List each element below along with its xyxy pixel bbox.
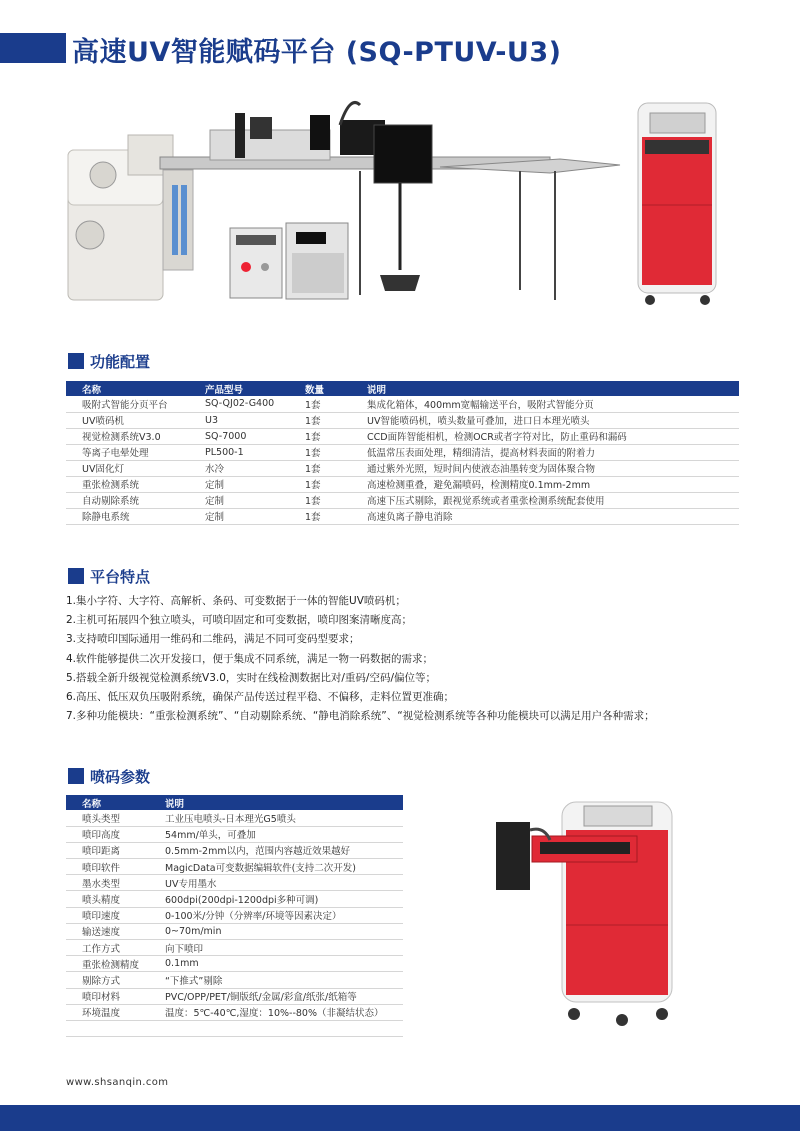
table-row [66, 907, 403, 923]
table-cell: PL500-1 [189, 444, 289, 460]
table-cell: 54mm/单头，可叠加 [149, 826, 403, 842]
table-cell: 高速检测重叠，避免漏喷码，检测精度0.1mm-2mm [351, 476, 739, 492]
section-square-icon [68, 568, 84, 584]
table-cell: 集成化箱体，400mm宽幅输送平台，吸附式智能分页 [351, 396, 739, 412]
table-row [66, 1004, 403, 1020]
list-item: 2.主机可拓展四个独立喷头，可喷印固定和可变数据，喷印图案清晰度高； [66, 614, 413, 627]
table-header-row [66, 381, 739, 396]
table-cell: 喷头精度 [66, 891, 149, 907]
website-url: www.shsanqin.com [66, 1077, 169, 1088]
table-row [66, 476, 739, 492]
list-item: 1.集小字符、大字符、高解析、条码、可变数据于一体的智能UV喷码机； [66, 595, 406, 607]
feature-list [66, 592, 766, 726]
table-cell: 喷头类型 [66, 810, 149, 826]
table-cell: 定制 [189, 476, 289, 492]
section-title: 平台特点 [90, 568, 151, 586]
table-cell: 重张检测精度 [66, 956, 149, 972]
table-cell: UV固化灯 [66, 460, 189, 476]
table-row [66, 842, 403, 858]
table-cell: 喷印材料 [66, 988, 149, 1004]
list-item: 6.高压、低压双负压吸附系统，确保产品传送过程平稳、不偏移，走料位置更准确； [66, 691, 455, 704]
section-square-icon [68, 768, 84, 784]
table-cell: 高速下压式剔除，跟视觉系统或者重张检测系统配套使用 [351, 492, 739, 508]
page-title: 高速UV智能赋码平台 (SQ-PTUV-U3) [72, 37, 562, 68]
table-row [66, 810, 403, 826]
col-header: 数量 [289, 381, 351, 396]
conveyor-image [160, 103, 620, 301]
table-row [66, 826, 403, 842]
section-title: 功能配置 [90, 353, 151, 371]
table-row [66, 508, 739, 524]
footer-bar [0, 1105, 800, 1131]
table-cell: SQ-QJ02-G400 [189, 396, 289, 412]
table-cell: PVC/OPP/PET/铜版纸/金属/彩盒/纸张/纸箱等 [149, 988, 403, 1004]
table-cell: 环境温度 [66, 1004, 149, 1020]
table-cell: 1套 [289, 428, 351, 444]
table-cell: UV专用墨水 [149, 875, 403, 891]
list-item: 5.搭载全新升级视觉检测系统V3.0，实时在线检测数据比对/重码/空码/偏位等； [66, 671, 437, 684]
table-cell: 定制 [189, 492, 289, 508]
table-cell: 温度：5℃-40℃,湿度：10%--80%（非凝结状态） [149, 1004, 403, 1020]
table-cell: 1套 [289, 396, 351, 412]
table-row [66, 396, 739, 412]
table-cell: 600dpi(200dpi-1200dpi多种可调) [149, 891, 403, 907]
table-cell: 0~70m/min [149, 923, 403, 939]
table-row [66, 444, 739, 460]
control-box-image [230, 223, 348, 299]
col-header: 名称 [66, 795, 149, 810]
table-cell: 剔除方式 [66, 972, 149, 988]
table-cell: 喷印速度 [66, 907, 149, 923]
table-row [66, 428, 739, 444]
table-row [66, 972, 403, 988]
table-row [66, 1020, 403, 1036]
red-cabinet-image [638, 103, 716, 305]
table-cell: 1套 [289, 476, 351, 492]
table-cell: 向下喷印 [149, 940, 403, 956]
table-cell: 工业压电喷头-日本理光G5喷头 [149, 810, 403, 826]
table-cell: 1套 [289, 492, 351, 508]
table-cell: 重张检测系统 [66, 476, 189, 492]
table-cell: 定制 [189, 508, 289, 524]
table-cell: 0-100米/分钟（分辨率/环境等因素决定） [149, 907, 403, 923]
section-square-icon [68, 353, 84, 369]
table-row [66, 412, 739, 428]
title-accent-bar [0, 33, 66, 63]
table-cell: U3 [189, 412, 289, 428]
table-cell: SQ-7000 [189, 428, 289, 444]
config-table [66, 381, 739, 525]
table-cell: 1套 [289, 444, 351, 460]
table-cell: 除静电系统 [66, 508, 189, 524]
table-cell: 喷印软件 [66, 859, 149, 875]
table-cell [66, 1020, 149, 1036]
table-cell: 工作方式 [66, 940, 149, 956]
table-row [66, 940, 403, 956]
table-cell: MagicData可变数据编辑软件(支持二次开发) [149, 859, 403, 875]
printer-cabinet-image [492, 800, 692, 1030]
table-cell [149, 1020, 403, 1036]
col-header: 产品型号 [189, 381, 289, 396]
table-cell: 视觉检测系统V3.0 [66, 428, 189, 444]
table-row [66, 875, 403, 891]
table-cell: “下推式”剔除 [149, 972, 403, 988]
table-cell: 1套 [289, 460, 351, 476]
col-header: 名称 [66, 381, 189, 396]
col-header: 说明 [149, 795, 403, 810]
param-table [66, 795, 403, 1037]
col-header: 说明 [351, 381, 739, 396]
table-cell: 1套 [289, 412, 351, 428]
table-cell: 通过紫外光照，短时间内使液态油墨转变为固体聚合物 [351, 460, 739, 476]
list-item: 4.软件能够提供二次开发接口，便于集成不同系统，满足一物一码数据的需求； [66, 652, 434, 665]
table-cell: 输送速度 [66, 923, 149, 939]
table-row [66, 859, 403, 875]
table-cell: 吸附式智能分页平台 [66, 396, 189, 412]
table-cell: 0.5mm-2mm以内，范围内容越近效果越好 [149, 842, 403, 858]
table-row [66, 460, 739, 476]
list-item: 3.支持喷印国际通用一维码和二维码，满足不同可变码型要求； [66, 633, 360, 646]
table-cell: UV智能喷码机，喷头数量可叠加，进口日本理光喷头 [351, 412, 739, 428]
table-cell: 1套 [289, 508, 351, 524]
table-cell: 高速负离子静电消除 [351, 508, 739, 524]
table-cell: 水冷 [189, 460, 289, 476]
table-row [66, 891, 403, 907]
table-cell: 低温常压表面处理，精细清洁，提高材料表面的附着力 [351, 444, 739, 460]
table-cell: 墨水类型 [66, 875, 149, 891]
table-cell: 0.1mm [149, 956, 403, 972]
table-row [66, 923, 403, 939]
list-item: 7.多种功能模块：“重张检测系统”、“自动剔除系统、“静电消除系统”、“视觉检测系统等各种功能模块可以满足用户各种需求； [66, 710, 655, 723]
section-title: 喷码参数 [90, 768, 151, 786]
table-row [66, 492, 739, 508]
table-cell: 喷印高度 [66, 826, 149, 842]
table-row [66, 988, 403, 1004]
table-header-row [66, 795, 403, 810]
table-cell: 喷印距离 [66, 842, 149, 858]
table-cell: 等离子电晕处理 [66, 444, 189, 460]
table-row [66, 956, 403, 972]
table-cell: 自动剔除系统 [66, 492, 189, 508]
machine-line-illustration [60, 95, 740, 310]
table-cell: CCD面阵智能相机，检测OCR或者字符对比，防止重码和漏码 [351, 428, 739, 444]
table-cell: UV喷码机 [66, 412, 189, 428]
